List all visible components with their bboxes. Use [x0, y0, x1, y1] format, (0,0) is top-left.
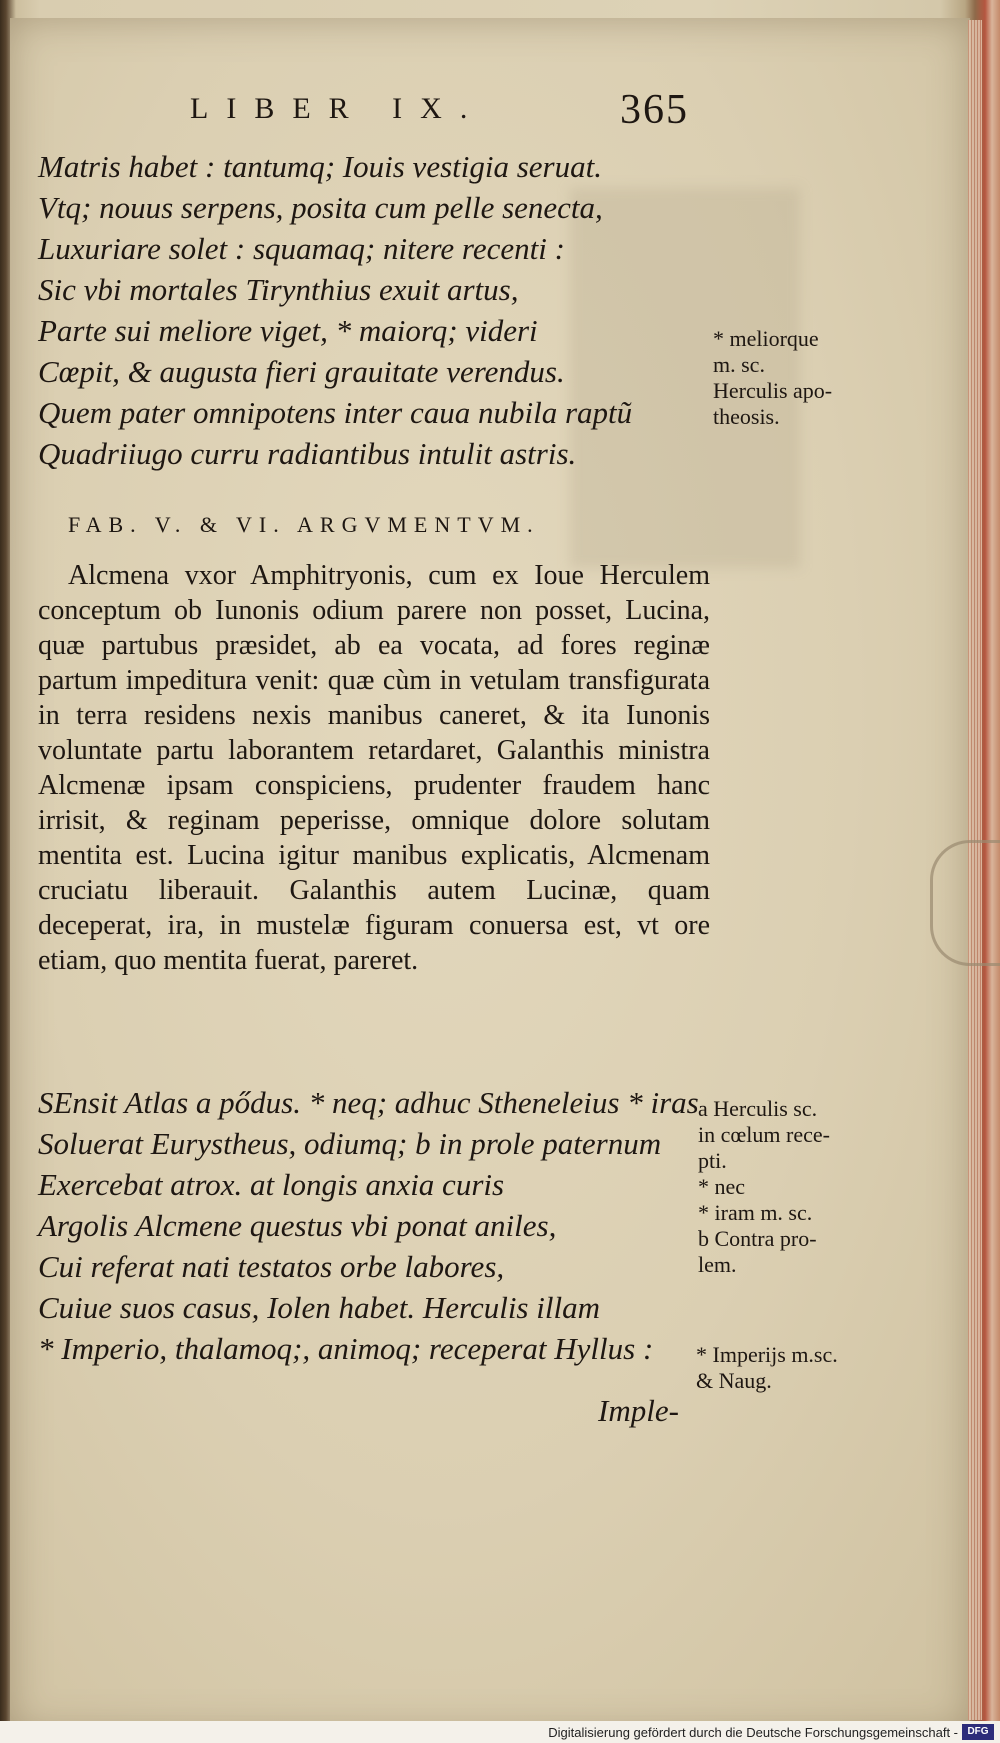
- verse-line: Luxuriare solet : squamaq; nitere recenti :: [38, 231, 565, 266]
- page-clip: [930, 840, 1000, 966]
- argument-paragraph: Alcmena vxor Amphitryonis, cum ex Ioue Herculem conceptum ob Iunonis odium parere non posset, Lucina, quæ partubus præsidet, ab ea vocata, ad fores reginæ partum impeditura venit: quæ cùm in vetulam transfigurata in terra residens nexis manibus caneret, & ita Iunonis voluntate partu laborantem retardaret, Galanthis ministra Alcmenæ ipsam conspiciens, prudenter fraudem hanc irrisit, & reginam peperisse, omnique dolore solutam mentita est. Lucina igitur manibus explicatis, Alcmenam cruciatu liberauit. Galanthis autem Lucinæ, quam deceperat, ira, in mustelæ figuram conuersa est, vt ore etiam, quo mentita fuerat, pareret.: [38, 560, 710, 976]
- section-heading: FAB. V. & VI. ARGVMENTVM.: [68, 512, 540, 537]
- verse-line: * Imperio, thalamoq;, animoq; receperat Hyllus :: [38, 1331, 654, 1366]
- verse-line: Vtq; nouus serpens, posita cum pelle senecta,: [38, 190, 603, 225]
- margin-notes-1: [713, 326, 832, 430]
- margin-note: b Contra pro-: [698, 1226, 817, 1251]
- margin-note: theosis.: [713, 404, 780, 429]
- margin-note: * iram m. sc.: [698, 1200, 813, 1225]
- footer-bar: [0, 1721, 1000, 1743]
- verse-line: Cui referat nati testatos orbe labores,: [38, 1249, 505, 1284]
- margin-note: * meliorque: [713, 326, 819, 351]
- verse-line: Exercebat atrox. at longis anxia curis: [38, 1167, 505, 1202]
- running-head: LIBER IX.: [190, 92, 486, 125]
- verse-line: Cœpit, & augusta fieri grauitate verendus.: [38, 354, 565, 389]
- verse-line: Soluerat Eurystheus, odiumq; b in prole paternum: [38, 1126, 662, 1161]
- margin-note: Herculis apo-: [713, 378, 833, 403]
- verse-line: Matris habet : tantumq; Iouis vestigia seruat.: [38, 149, 602, 184]
- verse-block-2: [38, 1082, 699, 1369]
- margin-notes-2: [698, 1096, 830, 1278]
- verse-line: Quadriiugo curru radiantibus intulit astris.: [38, 436, 577, 471]
- margin-note: in cœlum rece-: [698, 1122, 830, 1147]
- verse-line: Sic vbi mortales Tirynthius exuit artus,: [38, 272, 519, 307]
- catchword: Imple-: [598, 1393, 679, 1428]
- verse-block-1: [38, 146, 632, 474]
- page-number: 365: [620, 87, 689, 133]
- verse-line: SEnsit Atlas a pődus. * neq; adhuc Stheneleius * iras: [38, 1085, 699, 1120]
- margin-note: m. sc.: [713, 352, 765, 377]
- verse-line: Quem pater omnipotens inter caua nubila raptũ: [38, 395, 633, 430]
- margin-note: * nec: [698, 1174, 746, 1199]
- margin-note: a Herculis sc.: [698, 1096, 818, 1121]
- margin-note: & Naug.: [696, 1368, 772, 1393]
- margin-note: lem.: [698, 1252, 737, 1277]
- page-header: [190, 87, 750, 133]
- margin-note: pti.: [698, 1148, 727, 1173]
- verse-line: Cuiue suos casus, Iolen habet. Herculis illam: [38, 1290, 600, 1325]
- margin-note: * Imperijs m.sc.: [696, 1342, 838, 1367]
- margin-notes-3: [696, 1342, 838, 1394]
- dfg-logo[interactable]: DFG: [962, 1724, 994, 1740]
- argument-text: [38, 558, 710, 978]
- verse-line: Parte sui meliore viget, * maiorq; videri: [38, 313, 538, 348]
- verse-line: Argolis Alcmene questus vbi ponat aniles,: [38, 1208, 557, 1243]
- footer-credit: Digitalisierung gefördert durch die Deutsche Forschungsgemeinschaft -: [548, 1725, 958, 1740]
